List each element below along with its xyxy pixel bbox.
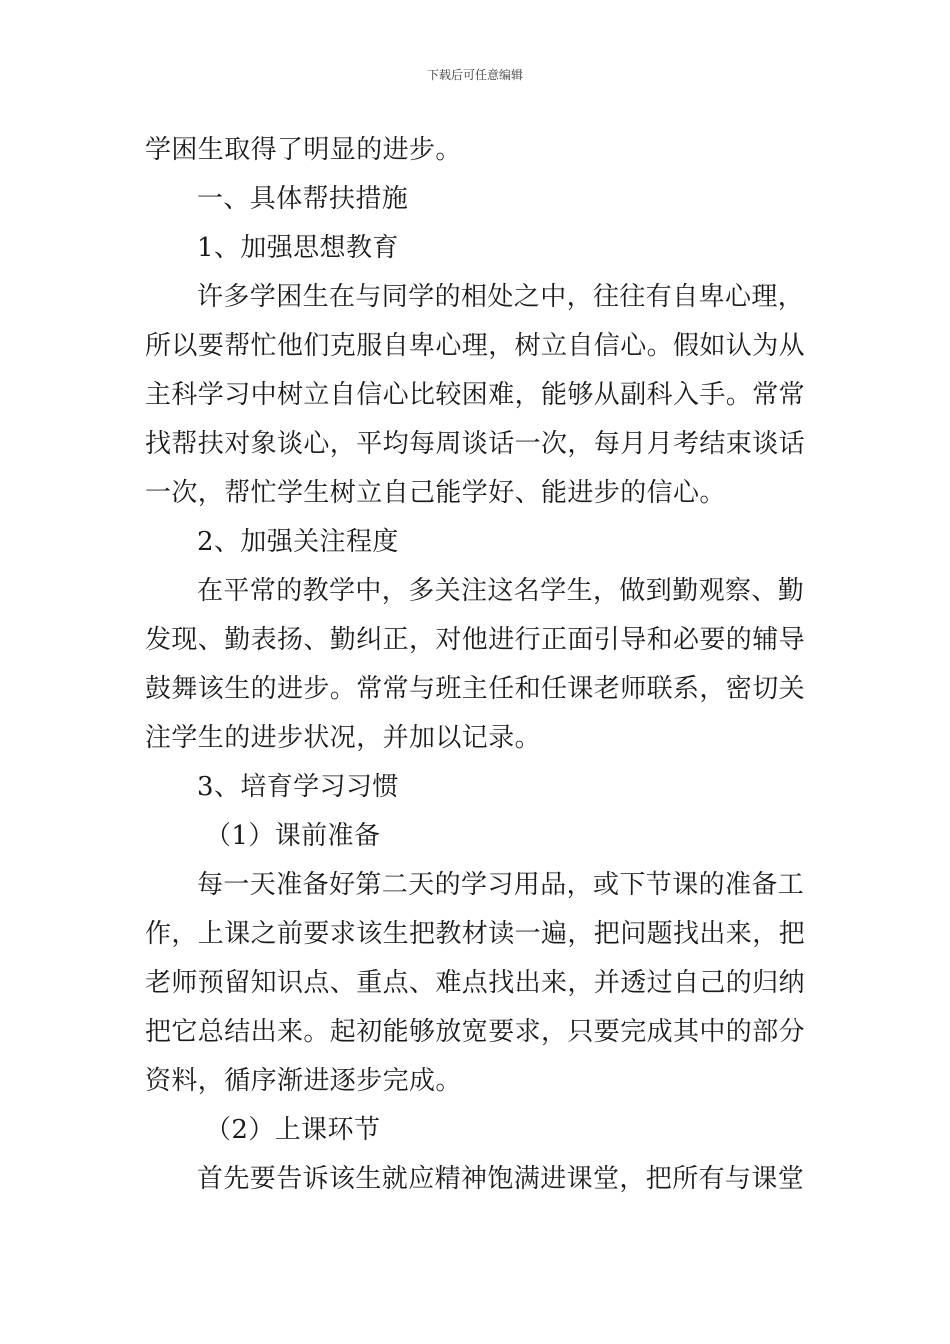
text-line: 所以要帮忙他们克服自卑心理，树立自信心。假如认为从 xyxy=(145,331,806,361)
text-line: 首先要告诉该生就应精神饱满进课堂，把所有与课堂 xyxy=(197,1164,805,1194)
text-line: 老师预留知识点、重点、难点找出来，并透过自己的归纳 xyxy=(145,968,806,998)
text-line: 发现、勤表扬、勤纠正，对他进行正面引导和必要的辅导 xyxy=(145,625,806,655)
text-line: 资料，循序渐进逐步完成。 xyxy=(145,1066,462,1096)
item-heading: （1）课前准备 xyxy=(205,821,381,851)
subsection-heading: 1、加强思想教育 xyxy=(197,233,399,263)
item-heading: （2）上课环节 xyxy=(205,1115,381,1145)
text-line: 找帮扶对象谈心，平均每周谈话一次，每月月考结束谈话 xyxy=(145,429,806,459)
text-line: 把它总结出来。起初能够放宽要求，只要完成其中的部分 xyxy=(145,1017,806,1047)
text-line: 鼓舞该生的进步。常常与班主任和任课老师联系，密切关 xyxy=(145,674,806,704)
text-line: 在平常的教学中，多关注这名学生，做到勤观察、勤 xyxy=(197,576,805,606)
subsection-heading: 2、加强关注程度 xyxy=(197,527,399,557)
text-line: 每一天准备好第二天的学习用品，或下节课的准备工 xyxy=(197,870,805,900)
text-line: 主科学习中树立自信心比较困难，能够从副科入手。常常 xyxy=(145,380,806,410)
text-line: 作，上课之前要求该生把教材读一遍，把问题找出来，把 xyxy=(145,919,806,949)
page-header: 下载后可任意编辑 xyxy=(426,68,523,82)
section-heading: 一、具体帮扶措施 xyxy=(197,184,409,214)
text-line: 许多学困生在与同学的相处之中，往往有自卑心理， xyxy=(197,282,805,312)
text-line: 一次，帮忙学生树立自己能学好、能进步的信心。 xyxy=(145,478,726,508)
text-line: 注学生的进步状况，并加以记录。 xyxy=(145,723,542,753)
subsection-heading: 3、培育学习习惯 xyxy=(197,772,399,802)
text-line: 学困生取得了明显的进步。 xyxy=(145,135,462,165)
document-body xyxy=(145,126,807,1204)
